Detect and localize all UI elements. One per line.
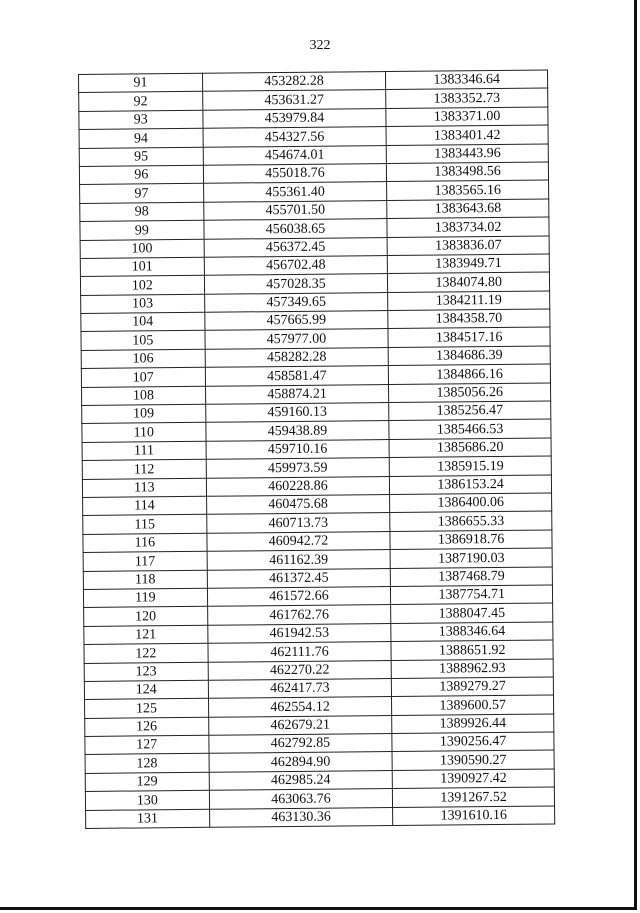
- x-coordinate-cell: 460942.72: [207, 531, 391, 551]
- y-coordinate-cell: 1386153.24: [390, 475, 552, 495]
- x-coordinate-cell: 458282.28: [205, 347, 389, 367]
- x-coordinate-cell: 454327.56: [203, 127, 387, 147]
- point-number-cell: 101: [80, 257, 204, 277]
- y-coordinate-cell: 1389926.44: [392, 714, 554, 734]
- y-coordinate-cell: 1390256.47: [392, 732, 554, 752]
- x-coordinate-cell: 462111.76: [208, 642, 392, 662]
- y-coordinate-cell: 1390590.27: [392, 750, 554, 770]
- table-row: [86, 806, 555, 829]
- point-number-cell: 95: [79, 147, 203, 167]
- point-number-cell: 131: [86, 809, 210, 829]
- y-coordinate-cell: 1384358.70: [388, 309, 550, 329]
- x-coordinate-cell: 459973.59: [206, 458, 390, 478]
- y-coordinate-cell: 1383643.68: [387, 199, 549, 219]
- y-coordinate-cell: 1383352.73: [386, 88, 548, 108]
- y-coordinate-cell: 1385256.47: [389, 401, 551, 421]
- point-number-cell: 105: [81, 331, 205, 351]
- y-coordinate-cell: 1385056.26: [389, 383, 551, 403]
- point-number-cell: 91: [79, 73, 203, 93]
- x-coordinate-cell: 463130.36: [209, 807, 393, 827]
- x-coordinate-cell: 461942.53: [207, 623, 391, 643]
- point-number-cell: 94: [79, 128, 203, 148]
- y-coordinate-cell: 1388651.92: [391, 640, 553, 660]
- point-number-cell: 113: [82, 478, 206, 498]
- x-coordinate-cell: 459710.16: [206, 439, 390, 459]
- point-number-cell: 100: [80, 239, 204, 259]
- point-number-cell: 118: [83, 570, 207, 590]
- x-coordinate-cell: 454674.01: [203, 145, 387, 165]
- x-coordinate-cell: 462554.12: [208, 697, 392, 717]
- point-number-cell: 122: [84, 643, 208, 663]
- y-coordinate-cell: 1386655.33: [390, 511, 552, 531]
- y-coordinate-cell: 1383734.02: [387, 217, 549, 237]
- point-number-cell: 107: [81, 368, 205, 388]
- x-coordinate-cell: 463063.76: [209, 789, 393, 809]
- y-coordinate-cell: 1385686.20: [389, 438, 551, 458]
- y-coordinate-cell: 1383346.64: [386, 70, 548, 90]
- point-number-cell: 115: [83, 515, 207, 535]
- point-number-cell: 104: [81, 312, 205, 332]
- y-coordinate-cell: 1384211.19: [388, 291, 550, 311]
- coordinate-table: [78, 69, 555, 828]
- x-coordinate-cell: 453979.84: [203, 108, 387, 128]
- point-number-cell: 92: [79, 92, 203, 112]
- y-coordinate-cell: 1384866.16: [389, 364, 551, 384]
- point-number-cell: 121: [84, 625, 208, 645]
- point-number-cell: 120: [84, 607, 208, 627]
- x-coordinate-cell: 462985.24: [209, 770, 393, 790]
- x-coordinate-cell: 462894.90: [209, 752, 393, 772]
- y-coordinate-cell: 1383498.56: [387, 162, 549, 182]
- y-coordinate-cell: 1389600.57: [392, 695, 554, 715]
- x-coordinate-cell: 457665.99: [204, 311, 388, 331]
- x-coordinate-cell: 459438.89: [206, 421, 390, 441]
- y-coordinate-cell: 1391610.16: [393, 806, 555, 826]
- point-number-cell: 126: [85, 717, 209, 737]
- x-coordinate-cell: 460713.73: [206, 513, 390, 533]
- point-number-cell: 123: [84, 662, 208, 682]
- y-coordinate-cell: 1383401.42: [386, 125, 548, 145]
- point-number-cell: 128: [85, 754, 209, 774]
- x-coordinate-cell: 461372.45: [207, 568, 391, 588]
- x-coordinate-cell: 453631.27: [202, 90, 386, 110]
- x-coordinate-cell: 457349.65: [204, 292, 388, 312]
- point-number-cell: 106: [81, 349, 205, 369]
- y-coordinate-cell: 1383371.00: [386, 107, 548, 127]
- table-body: [79, 70, 555, 828]
- x-coordinate-cell: 462417.73: [208, 678, 392, 698]
- y-coordinate-cell: 1388047.45: [391, 603, 553, 623]
- y-coordinate-cell: 1384686.39: [388, 346, 550, 366]
- x-coordinate-cell: 462679.21: [208, 715, 392, 735]
- y-coordinate-cell: 1388346.64: [391, 622, 553, 642]
- x-coordinate-cell: 453282.28: [202, 72, 386, 92]
- point-number-cell: 125: [85, 699, 209, 719]
- y-coordinate-cell: 1386400.06: [390, 493, 552, 513]
- x-coordinate-cell: 458874.21: [205, 384, 389, 404]
- point-number-cell: 99: [80, 220, 204, 240]
- point-number-cell: 116: [83, 533, 207, 553]
- point-number-cell: 119: [83, 588, 207, 608]
- x-coordinate-cell: 462792.85: [209, 734, 393, 754]
- point-number-cell: 103: [81, 294, 205, 314]
- point-number-cell: 129: [85, 772, 209, 792]
- y-coordinate-cell: 1383949.71: [388, 254, 550, 274]
- x-coordinate-cell: 460228.86: [206, 476, 390, 496]
- x-coordinate-cell: 455361.40: [203, 182, 387, 202]
- y-coordinate-cell: 1386918.76: [390, 530, 552, 550]
- point-number-cell: 117: [83, 551, 207, 571]
- y-coordinate-cell: 1385915.19: [389, 456, 551, 476]
- x-coordinate-cell: 461762.76: [207, 605, 391, 625]
- x-coordinate-cell: 457977.00: [205, 329, 389, 349]
- y-coordinate-cell: 1384517.16: [388, 327, 550, 347]
- x-coordinate-cell: 462270.22: [208, 660, 392, 680]
- x-coordinate-cell: 456372.45: [204, 237, 388, 257]
- point-number-cell: 98: [80, 202, 204, 222]
- point-number-cell: 127: [85, 735, 209, 755]
- point-number-cell: 102: [80, 276, 204, 296]
- point-number-cell: 110: [82, 423, 206, 443]
- x-coordinate-cell: 456038.65: [204, 219, 388, 239]
- y-coordinate-cell: 1388962.93: [391, 658, 553, 678]
- x-coordinate-cell: 455018.76: [203, 163, 387, 183]
- y-coordinate-cell: 1391267.52: [393, 787, 555, 807]
- point-number-cell: 130: [85, 791, 209, 811]
- y-coordinate-cell: 1383443.96: [386, 144, 548, 164]
- x-coordinate-cell: 460475.68: [206, 495, 390, 515]
- point-number-cell: 96: [79, 165, 203, 185]
- x-coordinate-cell: 461162.39: [207, 550, 391, 570]
- x-coordinate-cell: 456702.48: [204, 255, 388, 275]
- x-coordinate-cell: 457028.35: [204, 274, 388, 294]
- page-number: 322: [309, 38, 331, 53]
- point-number-cell: 109: [82, 404, 206, 424]
- y-coordinate-cell: 1385466.53: [389, 419, 551, 439]
- y-coordinate-cell: 1387754.71: [391, 585, 553, 605]
- y-coordinate-cell: 1383565.16: [387, 180, 549, 200]
- point-number-cell: 112: [82, 459, 206, 479]
- x-coordinate-cell: 458581.47: [205, 366, 389, 386]
- x-coordinate-cell: 459160.13: [205, 403, 389, 423]
- point-number-cell: 108: [82, 386, 206, 406]
- y-coordinate-cell: 1389279.27: [392, 677, 554, 697]
- y-coordinate-cell: 1384074.80: [388, 272, 550, 292]
- y-coordinate-cell: 1383836.07: [387, 236, 549, 256]
- point-number-cell: 93: [79, 110, 203, 130]
- point-number-cell: 124: [84, 680, 208, 700]
- y-coordinate-cell: 1387190.03: [390, 548, 552, 568]
- y-coordinate-cell: 1390927.42: [392, 769, 554, 789]
- point-number-cell: 111: [82, 441, 206, 461]
- y-coordinate-cell: 1387468.79: [391, 567, 553, 587]
- point-number-cell: 97: [80, 184, 204, 204]
- x-coordinate-cell: 455701.50: [203, 200, 387, 220]
- x-coordinate-cell: 461572.66: [207, 586, 391, 606]
- point-number-cell: 114: [83, 496, 207, 516]
